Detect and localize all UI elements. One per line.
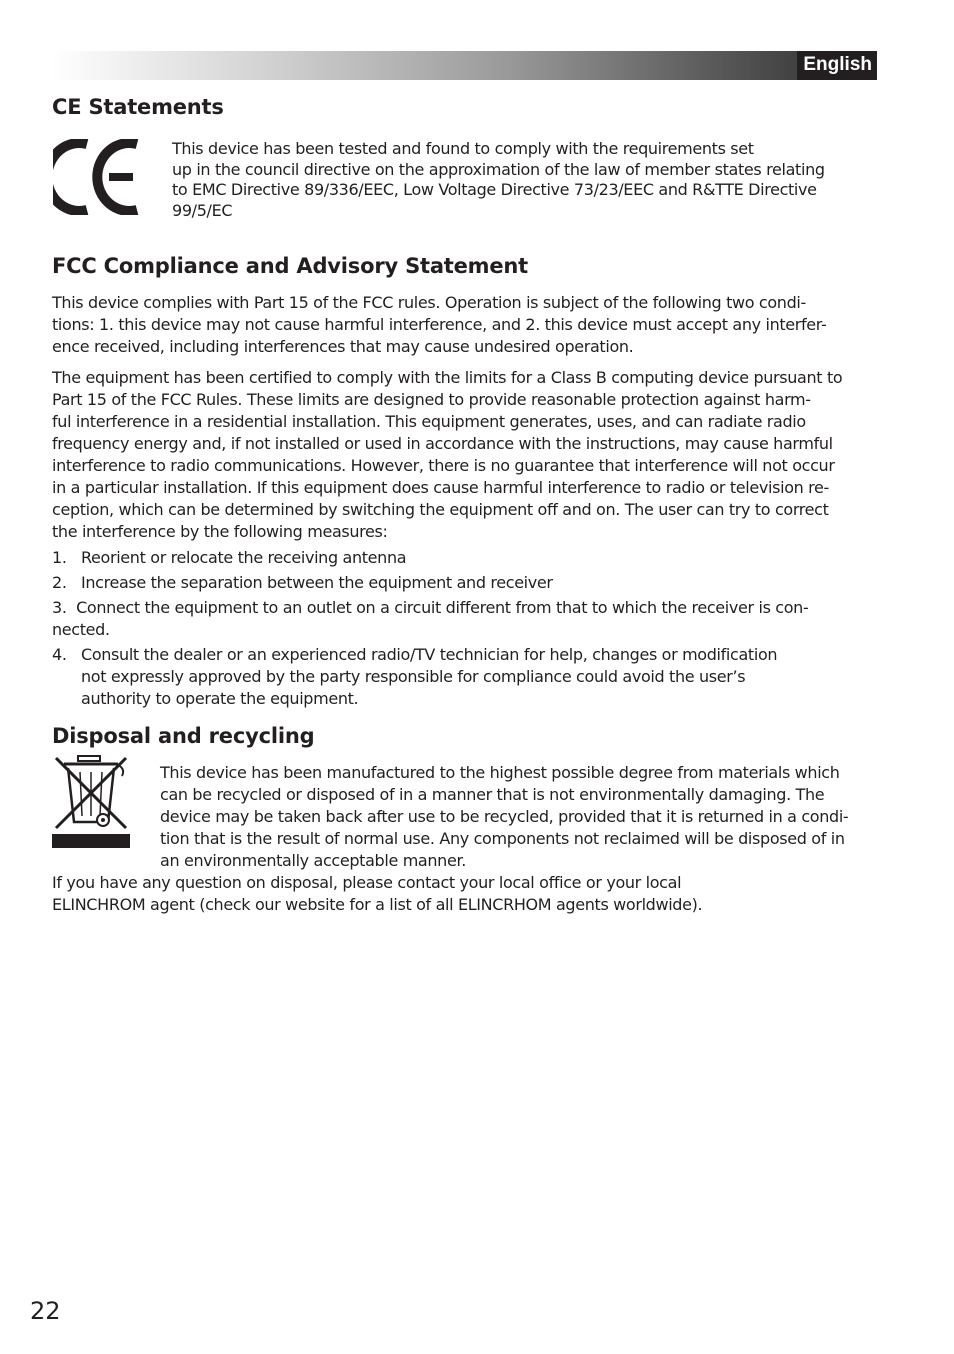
text-line: ception, which can be determined by switching the equipment off and on. The user can try to correct [52, 500, 829, 519]
list-number: 2. [52, 573, 67, 592]
page-number: 22 [30, 1297, 61, 1325]
list-item [52, 547, 808, 569]
text-line: tions: 1. this device may not cause harmful interference, and 2. this device must accept any interfer- [52, 315, 827, 334]
list-item [52, 572, 808, 594]
text-line: can be recycled or disposed of in a manner that is not environmentally damaging. The [160, 785, 825, 804]
header-gradient-bar [52, 51, 877, 80]
text-line: ence received, including interferences that may cause undesired operation. [52, 337, 634, 356]
measures-list [52, 547, 808, 710]
text-line: nected. [52, 620, 110, 639]
text-line: not expressly approved by the party responsible for compliance could avoid the user’s [81, 667, 746, 686]
list-number: 1. [52, 548, 67, 567]
text-line: ful interference in a residential installation. This equipment generates, uses, and can radiate radio [52, 412, 806, 431]
text-line: frequency energy and, if not installed or used in accordance with the instructions, may cause harmful [52, 434, 833, 453]
fcc-title: FCC Compliance and Advisory Statement [52, 254, 528, 278]
ce-mark-icon [53, 139, 141, 215]
text-line: an environmentally acceptable manner. [160, 851, 466, 870]
disposal-contact [52, 872, 702, 916]
text-line: interference to radio communications. However, there is no guarantee that interference will not occur [52, 456, 835, 475]
weee-crossed-bin-icon [52, 754, 130, 848]
text-line: Part 15 of the FCC Rules. These limits are designed to provide reasonable protection against harm- [52, 390, 811, 409]
disposal-title: Disposal and recycling [52, 724, 315, 748]
text-line: This device has been manufactured to the highest possible degree from materials which [160, 763, 840, 782]
fcc-paragraph-2 [52, 367, 842, 543]
list-item [52, 644, 808, 710]
ce-line: This device has been tested and found to comply with the requirements set [172, 139, 754, 158]
ce-line: to EMC Directive 89/336/EEC, Low Voltage Directive 73/23/EEC and R&TTE Directive [172, 180, 817, 199]
text-line: ELINCHROM agent (check our website for a list of all ELINCRHOM agents worldwide). [52, 895, 703, 914]
text-line: Reorient or relocate the receiving antenna [81, 548, 407, 567]
language-label: English [797, 51, 877, 80]
text-line: Consult the dealer or an experienced radio/TV technician for help, changes or modification [81, 645, 778, 664]
ce-line: 99/5/EC [172, 200, 233, 220]
ce-text [172, 139, 825, 221]
text-line: Increase the separation between the equipment and receiver [81, 573, 553, 592]
list-number: 4. [52, 645, 67, 664]
text-line: If you have any question on disposal, please contact your local office or your local [52, 873, 682, 892]
text-line: authority to operate the equipment. [81, 689, 359, 708]
text-line: This device complies with Part 15 of the FCC rules. Operation is subject of the following two condi- [52, 293, 806, 312]
text-line: The equipment has been certified to comply with the limits for a Class B computing device pursuant to [52, 368, 843, 387]
ce-line: up in the council directive on the approximation of the law of member states relating [172, 159, 825, 179]
text-line: in a particular installation. If this equipment does cause harmful interference to radio or television re- [52, 478, 829, 497]
disposal-paragraph [160, 762, 848, 872]
text-line: the interference by the following measures: [52, 522, 388, 541]
fcc-paragraph-1 [52, 292, 826, 358]
text-line: device may be taken back after use to be recycled, provided that it is returned in a condi- [160, 807, 849, 826]
list-number: 3. [52, 598, 67, 617]
text-line: Connect the equipment to an outlet on a circuit different from that to which the receiver is con- [76, 598, 809, 617]
list-item [52, 597, 808, 641]
ce-title: CE Statements [52, 95, 224, 119]
text-line: tion that is the result of normal use. Any components not reclaimed will be disposed of in [160, 829, 845, 848]
